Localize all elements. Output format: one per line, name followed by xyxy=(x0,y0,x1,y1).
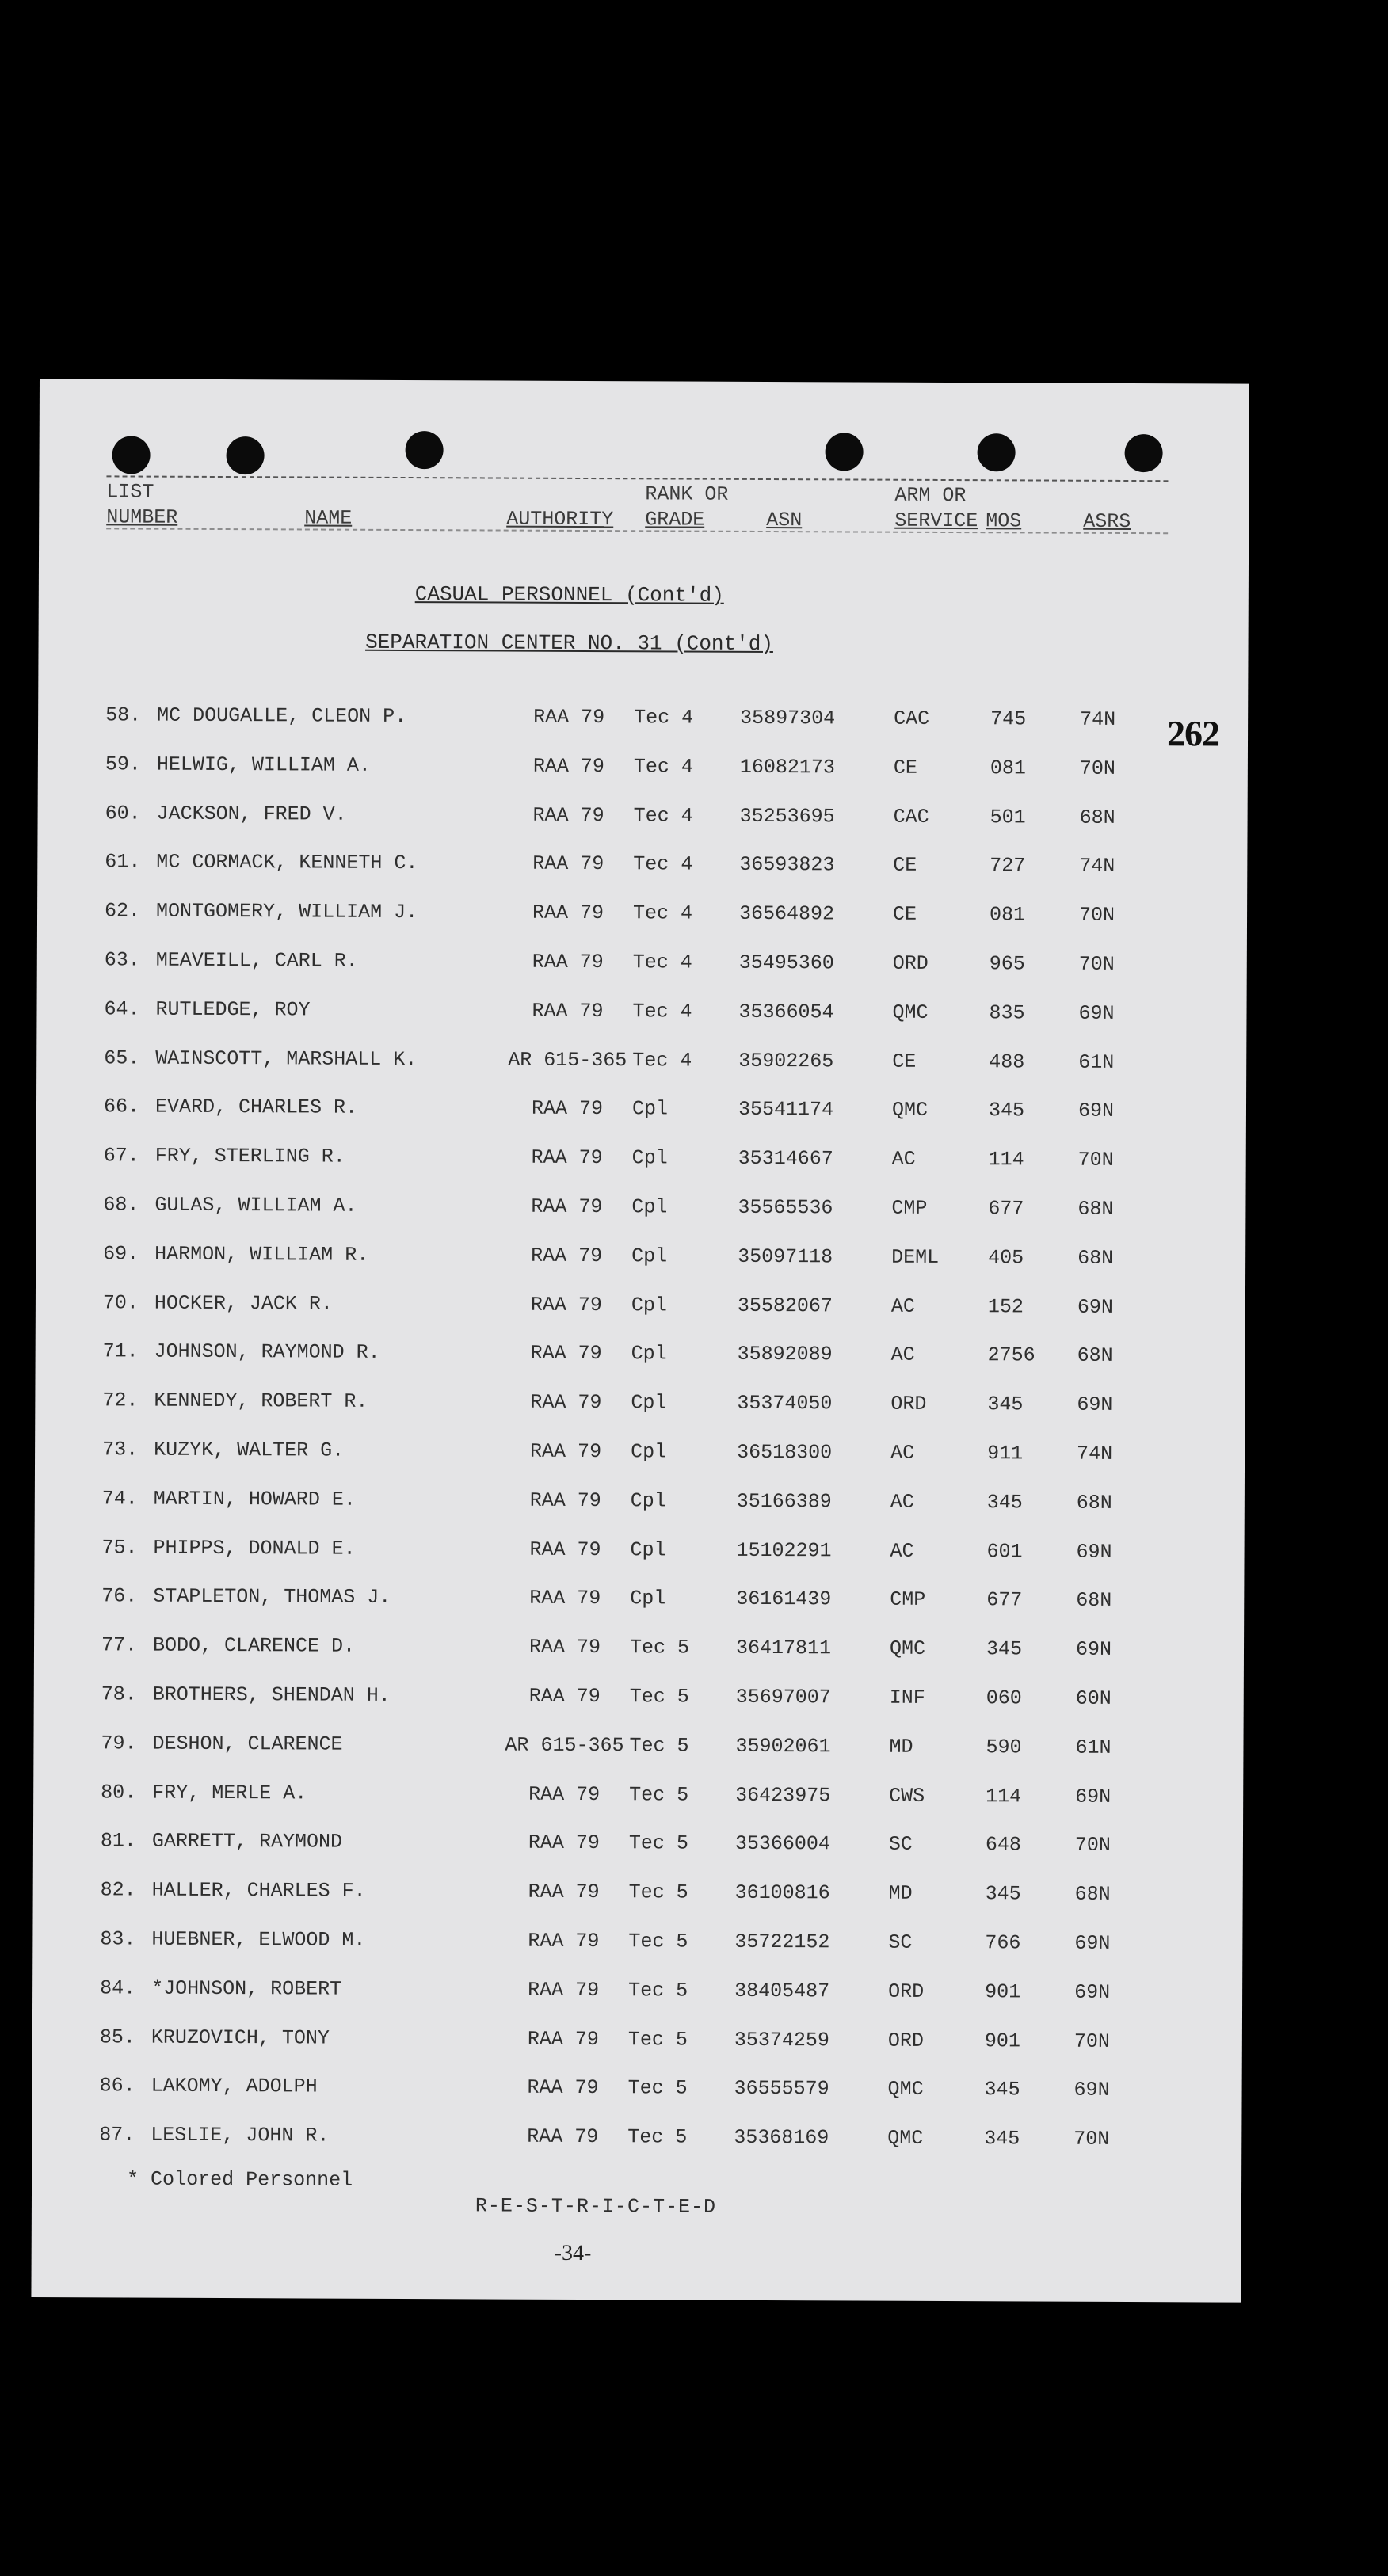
cell-mos: 345 xyxy=(984,2078,1020,2102)
cell-arm-service: QMC xyxy=(892,1000,929,1024)
cell-mos: 901 xyxy=(984,2029,1020,2053)
cell-asrs: 69N xyxy=(1077,1099,1115,1122)
table-row xyxy=(32,2123,1180,2156)
cell-mos: 911 xyxy=(987,1442,1024,1465)
cell-list-number: 58. xyxy=(105,703,142,727)
cell-grade: Tec 5 xyxy=(627,2125,688,2149)
cell-authority: RAA 79 xyxy=(529,1586,601,1610)
cell-asn: 35697007 xyxy=(735,1685,831,1709)
cell-arm-service: MD xyxy=(888,1881,913,1905)
cell-list-number: 82. xyxy=(100,1878,136,1902)
cell-arm-service: INF xyxy=(889,1686,925,1709)
cell-arm-service: AC xyxy=(890,1294,915,1318)
cell-asrs: 60N xyxy=(1075,1686,1112,1710)
cell-person-name: KRUZOVICH, TONY xyxy=(151,2025,330,2050)
cell-grade: Tec 5 xyxy=(628,1979,688,2002)
cell-asn: 35374259 xyxy=(734,2028,829,2052)
table-row xyxy=(37,948,1186,981)
cell-asrs: 69N xyxy=(1078,1001,1115,1025)
cell-mos: 501 xyxy=(990,806,1026,829)
cell-arm-service: AC xyxy=(890,1441,915,1465)
cell-mos: 2756 xyxy=(987,1343,1035,1367)
table-row xyxy=(36,1095,1185,1128)
cell-authority: RAA 79 xyxy=(530,1390,602,1415)
table-row xyxy=(37,899,1186,932)
cell-asn: 36593823 xyxy=(739,852,835,877)
cell-asrs: 70N xyxy=(1073,2127,1110,2151)
cell-list-number: 75. xyxy=(101,1536,138,1560)
cell-person-name: MONTGOMERY, WILLIAM J. xyxy=(156,899,418,924)
cell-asn: 35366004 xyxy=(734,1831,831,1856)
cell-person-name: EVARD, CHARLES R. xyxy=(154,1095,358,1119)
cell-list-number: 87. xyxy=(99,2123,135,2147)
cell-asn: 36555579 xyxy=(734,2076,829,2101)
cell-asrs: 61N xyxy=(1075,1736,1112,1759)
table-row xyxy=(38,753,1187,786)
cell-asrs: 68N xyxy=(1077,1343,1113,1367)
header-rank-or: RANK OR xyxy=(645,482,729,506)
cell-mos: 152 xyxy=(987,1295,1024,1319)
cell-list-number: 81. xyxy=(100,1829,137,1853)
cell-arm-service: CMP xyxy=(890,1587,926,1611)
cell-authority: RAA 79 xyxy=(532,803,604,828)
cell-asrs: 70N xyxy=(1077,1148,1114,1172)
footnote: * Colored Personnel xyxy=(127,2167,353,2192)
cell-person-name: STAPLETON, THOMAS J. xyxy=(153,1584,391,1609)
cell-list-number: 60. xyxy=(105,802,141,825)
cell-mos: 901 xyxy=(985,1980,1021,2004)
cell-mos: 677 xyxy=(988,1197,1024,1221)
cell-list-number: 71. xyxy=(102,1339,139,1363)
cell-mos: 648 xyxy=(985,1833,1022,1857)
cell-arm-service: CE xyxy=(893,756,917,779)
cell-grade: Tec 4 xyxy=(634,706,694,730)
cell-authority: RAA 79 xyxy=(527,2075,599,2100)
cell-grade: Tec 5 xyxy=(627,2028,688,2052)
cell-asn: 35722152 xyxy=(734,1930,830,1954)
cell-authority: RAA 79 xyxy=(532,950,604,974)
cell-person-name: LESLIE, JOHN R. xyxy=(151,2123,330,2147)
cell-authority: RAA 79 xyxy=(531,1096,604,1121)
punch-hole xyxy=(226,436,264,474)
table-row xyxy=(32,2025,1181,2059)
cell-arm-service: CE xyxy=(892,902,917,926)
cell-authority: RAA 79 xyxy=(532,754,604,779)
cell-arm-service: AC xyxy=(890,1539,914,1563)
header-grade: GRADE xyxy=(645,508,705,532)
cell-list-number: 80. xyxy=(101,1781,137,1804)
header-list: LIST xyxy=(106,480,154,504)
cell-grade: Cpl xyxy=(631,1342,667,1366)
cell-mos: 677 xyxy=(986,1588,1023,1612)
cell-asn: 16082173 xyxy=(739,755,835,779)
cell-list-number: 86. xyxy=(99,2074,135,2098)
cell-authority: RAA 79 xyxy=(532,852,604,876)
cell-person-name: WAINSCOTT, MARSHALL K. xyxy=(155,1046,418,1072)
cell-grade: Cpl xyxy=(630,1489,666,1513)
table-row xyxy=(37,850,1186,883)
cell-authority: RAA 79 xyxy=(527,2124,599,2149)
table-row xyxy=(36,997,1185,1031)
header-authority: AUTHORITY xyxy=(506,507,614,532)
cell-asrs: 70N xyxy=(1079,756,1115,780)
cell-list-number: 68. xyxy=(103,1193,139,1217)
cell-authority: RAA 79 xyxy=(532,901,604,925)
cell-grade: Cpl xyxy=(630,1538,666,1562)
section-subtitle: SEPARATION CENTER NO. 31 (Cont'd) xyxy=(365,630,774,657)
table-row xyxy=(36,1291,1184,1324)
table-row xyxy=(33,1781,1182,1814)
cell-list-number: 62. xyxy=(105,899,141,923)
cell-arm-service: AC xyxy=(891,1147,916,1171)
cell-asrs: 70N xyxy=(1078,952,1115,976)
cell-grade: Cpl xyxy=(631,1294,667,1317)
cell-arm-service: QMC xyxy=(887,2077,924,2101)
cell-person-name: FRY, MERLE A. xyxy=(152,1781,307,1805)
cell-grade: Tec 5 xyxy=(628,1930,688,1953)
cell-grade: Cpl xyxy=(631,1195,668,1219)
cell-list-number: 70. xyxy=(102,1291,139,1315)
cell-grade: Tec 4 xyxy=(632,901,693,925)
cell-authority: RAA 79 xyxy=(527,2027,599,2052)
table-row xyxy=(33,1878,1182,1911)
cell-mos: 488 xyxy=(989,1050,1025,1074)
cell-asn: 35366054 xyxy=(738,1000,834,1024)
cell-asrs: 68N xyxy=(1077,1197,1114,1221)
cell-arm-service: QMC xyxy=(889,1637,926,1660)
cell-mos: 745 xyxy=(990,707,1027,731)
cell-asn: 36100816 xyxy=(734,1881,830,1905)
cell-authority: RAA 79 xyxy=(528,1880,600,1904)
cell-asrs: 70N xyxy=(1074,1833,1112,1857)
cell-list-number: 73. xyxy=(102,1438,139,1461)
cell-grade: Tec 4 xyxy=(632,1049,692,1073)
cell-arm-service: CMP xyxy=(891,1196,928,1220)
header-service: SERVICE xyxy=(894,509,978,533)
cell-asn: 35368169 xyxy=(734,2125,829,2150)
cell-asn: 36423975 xyxy=(735,1783,831,1808)
cell-arm-service: CWS xyxy=(889,1784,925,1808)
cell-asrs: 68N xyxy=(1077,1246,1114,1270)
cell-asrs: 74N xyxy=(1077,1442,1113,1465)
cell-mos: 081 xyxy=(990,756,1026,780)
cell-asn: 36518300 xyxy=(737,1440,833,1465)
cell-person-name: MARTIN, HOWARD E. xyxy=(153,1487,356,1511)
cell-arm-service: AC xyxy=(890,1343,915,1366)
cell-asrs: 74N xyxy=(1080,707,1116,731)
table-row xyxy=(35,1487,1184,1520)
cell-person-name: HALLER, CHARLES F. xyxy=(151,1878,366,1903)
table-row xyxy=(36,1193,1184,1226)
cell-asn: 35541174 xyxy=(738,1097,834,1122)
cell-authority: RAA 79 xyxy=(533,705,605,730)
table-row xyxy=(36,1339,1184,1373)
punch-hole xyxy=(978,433,1016,471)
cell-asrs: 68N xyxy=(1076,1588,1112,1612)
cell-grade: Tec 5 xyxy=(629,1734,689,1758)
table-row xyxy=(34,1682,1183,1716)
cell-grade: Tec 5 xyxy=(627,2076,688,2100)
cell-arm-service: ORD xyxy=(887,2029,924,2052)
cell-list-number: 67. xyxy=(103,1144,139,1168)
header-mos: MOS xyxy=(986,509,1022,533)
cell-mos: 345 xyxy=(985,1882,1021,1906)
cell-list-number: 85. xyxy=(99,2025,135,2049)
cell-person-name: JOHNSON, RAYMOND R. xyxy=(154,1339,380,1364)
cell-mos: 766 xyxy=(985,1931,1021,1955)
cell-grade: Cpl xyxy=(631,1097,669,1121)
cell-authority: RAA 79 xyxy=(528,1782,601,1807)
cell-person-name: GULAS, WILLIAM A. xyxy=(154,1193,357,1218)
cell-asn: 35374050 xyxy=(737,1391,833,1416)
cell-list-number: 79. xyxy=(101,1732,137,1755)
cell-asrs: 74N xyxy=(1079,854,1115,878)
cell-grade: Cpl xyxy=(631,1440,667,1464)
cell-grade: Cpl xyxy=(630,1587,666,1610)
cell-person-name: LAKOMY, ADOLPH xyxy=(151,2074,318,2098)
cell-person-name: GARRETT, RAYMOND xyxy=(151,1829,343,1854)
cell-asn: 15102291 xyxy=(736,1538,832,1563)
cell-person-name: BROTHERS, SHENDAN H. xyxy=(152,1682,391,1707)
cell-asrs: 70N xyxy=(1073,2029,1110,2053)
cell-authority: RAA 79 xyxy=(530,1293,602,1317)
cell-arm-service: QMC xyxy=(887,2126,924,2150)
cell-asn: 36417811 xyxy=(735,1636,832,1660)
cell-person-name: HOCKER, JACK R. xyxy=(154,1291,334,1316)
cell-asrs: 69N xyxy=(1077,1295,1113,1319)
cell-grade: Tec 5 xyxy=(628,1831,689,1855)
cell-asrs: 69N xyxy=(1077,1393,1113,1416)
cell-mos: 345 xyxy=(986,1491,1023,1515)
cell-authority: RAA 79 xyxy=(528,1831,601,1855)
cell-asn: 35892089 xyxy=(737,1342,833,1366)
cell-authority: RAA 79 xyxy=(528,1929,600,1953)
table-row xyxy=(32,2074,1181,2107)
cell-grade: Tec 4 xyxy=(633,852,693,876)
cell-grade: Cpl xyxy=(631,1146,668,1170)
punch-hole xyxy=(1124,434,1162,472)
cell-person-name: JACKSON, FRED V. xyxy=(156,802,347,826)
cell-asn: 35582067 xyxy=(737,1294,833,1318)
cell-person-name: *JOHNSON, ROBERT xyxy=(151,1976,342,2001)
cell-mos: 345 xyxy=(984,2127,1020,2151)
table-row xyxy=(34,1633,1183,1667)
cell-asn: 35314667 xyxy=(738,1146,833,1171)
table-row xyxy=(32,1976,1181,2010)
cell-grade: Tec 4 xyxy=(632,1000,692,1023)
cell-arm-service: QMC xyxy=(891,1098,929,1122)
cell-grade: Tec 5 xyxy=(629,1636,690,1660)
cell-list-number: 84. xyxy=(100,1976,136,2000)
cell-arm-service: CE xyxy=(893,853,917,877)
cell-authority: RAA 79 xyxy=(531,1145,603,1170)
cell-person-name: MC DOUGALLE, CLEON P. xyxy=(157,703,407,729)
cell-asn: 35902265 xyxy=(738,1049,834,1073)
cell-person-name: MC CORMACK, KENNETH C. xyxy=(156,850,418,875)
cell-list-number: 59. xyxy=(105,753,141,776)
table-row xyxy=(36,1144,1185,1177)
cell-arm-service: MD xyxy=(889,1735,913,1759)
cell-asrs: 69N xyxy=(1074,1931,1111,1955)
cell-grade: Tec 5 xyxy=(629,1783,689,1807)
cell-list-number: 74. xyxy=(101,1487,138,1511)
cell-list-number: 61. xyxy=(105,850,141,874)
cell-arm-service: CAC xyxy=(893,805,929,829)
cell-grade: Tec 4 xyxy=(633,804,693,828)
header-dash-line xyxy=(106,475,1168,482)
cell-list-number: 69. xyxy=(103,1242,139,1266)
table-row xyxy=(34,1584,1183,1618)
cell-asn: 35565536 xyxy=(738,1195,833,1220)
cell-person-name: HUEBNER, ELWOOD M. xyxy=(151,1927,366,1952)
section-title: CASUAL PERSONNEL (Cont'd) xyxy=(414,582,724,608)
table-row xyxy=(38,703,1187,737)
cell-asrs: 69N xyxy=(1076,1540,1112,1564)
cell-asrs: 69N xyxy=(1075,1785,1112,1808)
cell-mos: 601 xyxy=(986,1540,1023,1564)
cell-arm-service: ORD xyxy=(888,1980,925,2003)
header-arm-or: ARM OR xyxy=(894,483,967,508)
punch-hole xyxy=(112,436,150,474)
cell-person-name: HARMON, WILLIAM R. xyxy=(154,1242,369,1267)
cell-asrs: 61N xyxy=(1078,1050,1115,1074)
header-number: NUMBER xyxy=(106,505,178,529)
cell-authority: RAA 79 xyxy=(530,1439,602,1464)
cell-person-name: MEAVEILL, CARL R. xyxy=(155,948,358,973)
table-row xyxy=(36,1242,1184,1275)
cell-person-name: HELWIG, WILLIAM A. xyxy=(156,753,371,777)
cell-arm-service: SC xyxy=(888,1832,913,1856)
cell-arm-service: CE xyxy=(892,1050,917,1073)
cell-asrs: 68N xyxy=(1074,1882,1111,1906)
cell-authority: RAA 79 xyxy=(531,1244,603,1268)
cell-asn: 35897304 xyxy=(740,706,836,730)
cell-person-name: DESHON, CLARENCE xyxy=(152,1732,343,1756)
cell-grade: Cpl xyxy=(631,1391,667,1415)
table-row xyxy=(33,1732,1182,1765)
cell-authority: AR 615-365 xyxy=(505,1733,624,1758)
cell-arm-service: ORD xyxy=(892,951,929,975)
cell-authority: RAA 79 xyxy=(529,1488,601,1513)
cell-asn: 35097118 xyxy=(738,1244,833,1269)
cell-asrs: 70N xyxy=(1078,903,1115,927)
page-number: -34- xyxy=(554,2240,592,2266)
header-asn: ASN xyxy=(766,509,803,532)
cell-mos: 590 xyxy=(986,1736,1022,1759)
document-page xyxy=(31,379,1249,2303)
cell-mos: 835 xyxy=(989,1001,1025,1025)
cell-arm-service: ORD xyxy=(890,1392,927,1416)
table-row xyxy=(35,1438,1184,1471)
cell-asn: 35902061 xyxy=(735,1734,831,1759)
cell-mos: 081 xyxy=(989,903,1026,927)
cell-authority: RAA 79 xyxy=(531,1195,603,1219)
cell-list-number: 77. xyxy=(101,1633,138,1657)
cell-person-name: BODO, CLARENCE D. xyxy=(152,1633,356,1658)
cell-asn: 35253695 xyxy=(739,804,835,829)
cell-person-name: PHIPPS, DONALD E. xyxy=(153,1536,356,1560)
cell-asrs: 68N xyxy=(1076,1491,1112,1515)
cell-person-name: KENNEDY, ROBERT R. xyxy=(154,1389,368,1413)
cell-asn: 38405487 xyxy=(734,1979,830,2003)
cell-person-name: RUTLEDGE, ROY xyxy=(155,997,311,1022)
table-row xyxy=(32,1927,1181,1961)
cell-asn: 35166389 xyxy=(736,1489,832,1514)
cell-arm-service: SC xyxy=(888,1930,913,1954)
cell-asrs: 68N xyxy=(1079,806,1115,829)
cell-list-number: 65. xyxy=(104,1046,140,1070)
table-row xyxy=(33,1829,1182,1862)
cell-mos: 405 xyxy=(988,1246,1024,1270)
header-name: NAME xyxy=(304,506,353,530)
cell-authority: RAA 79 xyxy=(529,1538,601,1562)
table-row xyxy=(34,1536,1183,1569)
cell-mos: 727 xyxy=(990,854,1026,878)
cell-mos: 114 xyxy=(986,1785,1022,1808)
cell-asn: 36161439 xyxy=(736,1587,832,1611)
cell-list-number: 78. xyxy=(101,1682,137,1706)
cell-list-number: 72. xyxy=(102,1389,139,1412)
cell-list-number: 76. xyxy=(101,1584,138,1608)
cell-mos: 114 xyxy=(988,1148,1024,1172)
cell-mos: 060 xyxy=(986,1686,1022,1710)
cell-mos: 345 xyxy=(988,1099,1025,1122)
cell-asrs: 69N xyxy=(1075,1637,1112,1661)
cell-grade: Tec 5 xyxy=(628,1881,688,1904)
cell-mos: 345 xyxy=(987,1393,1024,1416)
punch-hole xyxy=(406,431,444,469)
cell-authority: RAA 79 xyxy=(530,1341,602,1366)
cell-asn: 36564892 xyxy=(738,901,835,926)
cell-person-name: FRY, STERLING R. xyxy=(154,1144,345,1168)
cell-list-number: 64. xyxy=(104,997,140,1021)
cell-authority: RAA 79 xyxy=(532,999,604,1023)
table-row xyxy=(38,802,1187,835)
cell-arm-service: AC xyxy=(890,1490,914,1514)
cell-list-number: 63. xyxy=(104,948,140,972)
cell-asrs: 69N xyxy=(1073,2078,1110,2102)
cell-grade: Tec 5 xyxy=(629,1685,689,1709)
restricted-marking: R-E-S-T-R-I-C-T-E-D xyxy=(475,2194,717,2219)
header-asrs: ASRS xyxy=(1083,509,1131,534)
cell-grade: Cpl xyxy=(631,1244,668,1268)
cell-arm-service: CAC xyxy=(894,707,930,730)
cell-grade: Tec 4 xyxy=(632,951,692,974)
table-row xyxy=(36,1046,1185,1080)
cell-asn: 35495360 xyxy=(738,951,834,975)
page-stamp-number: 262 xyxy=(1166,713,1220,754)
cell-asrs: 69N xyxy=(1074,1980,1111,2004)
cell-authority: AR 615-365 xyxy=(508,1048,627,1073)
cell-list-number: 83. xyxy=(100,1927,136,1951)
cell-authority: RAA 79 xyxy=(528,1978,600,2002)
cell-mos: 965 xyxy=(989,952,1025,976)
cell-grade: Tec 4 xyxy=(633,755,693,779)
table-row xyxy=(35,1389,1184,1422)
cell-mos: 345 xyxy=(986,1637,1023,1661)
cell-authority: RAA 79 xyxy=(528,1635,601,1660)
cell-list-number: 66. xyxy=(103,1095,140,1118)
cell-person-name: KUZYK, WALTER G. xyxy=(154,1438,345,1462)
cell-arm-service: DEML xyxy=(891,1245,940,1269)
punch-hole xyxy=(826,433,864,471)
cell-authority: RAA 79 xyxy=(528,1684,601,1709)
